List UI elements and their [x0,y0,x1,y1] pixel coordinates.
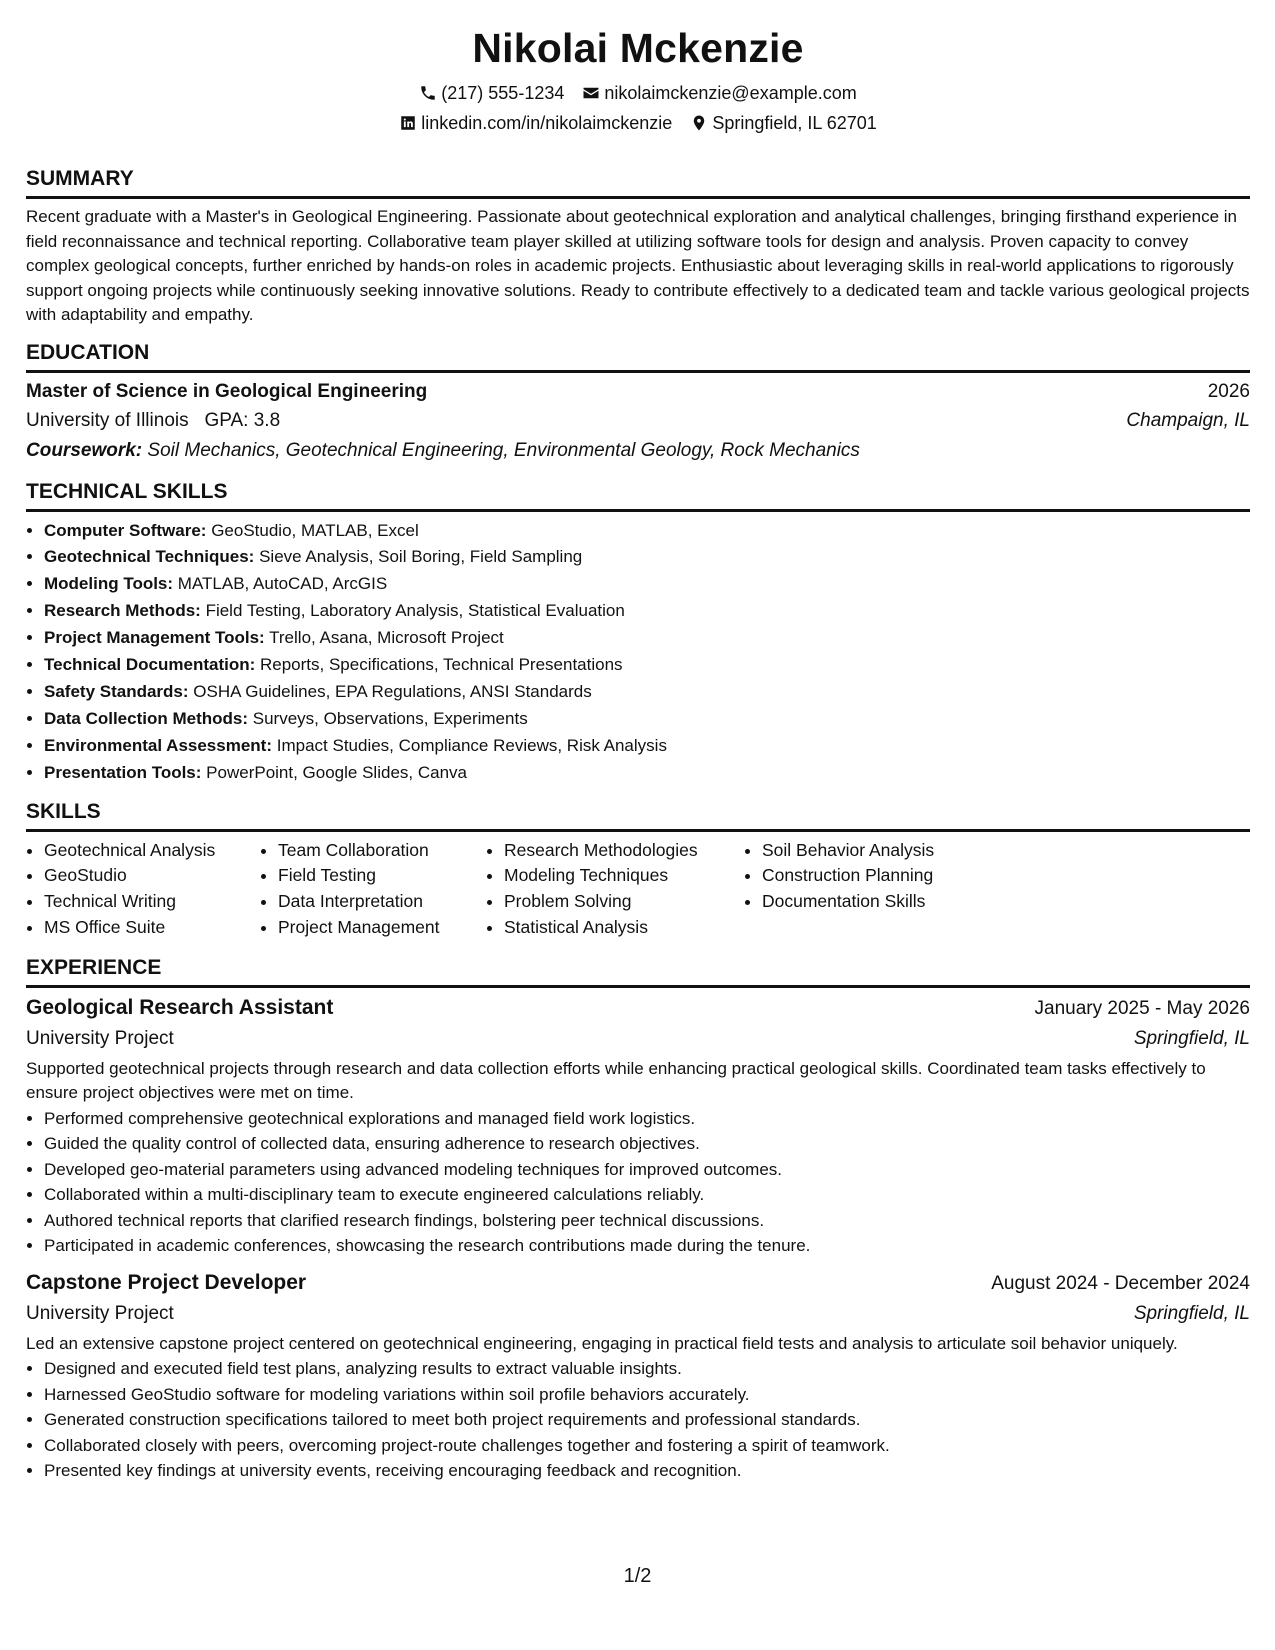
list-item: • Performed comprehensive geotechnical explorations and managed field work logistics. [44,1106,1250,1132]
skills-column-1 [26,838,260,941]
list-item: • Participated in academic conferences, showcasing the research contributions made during the tenure. [44,1233,1250,1259]
skills-column-4 [744,838,1062,941]
list-item [44,733,1250,760]
skill-label: Modeling Tools: [44,574,174,594]
map-pin-icon [690,114,708,132]
list-item [44,571,1250,598]
list-item: • Project Management [278,915,486,941]
list-item: • Generated construction specifications tailored to meet both project requirements and professional standards. [44,1407,1250,1433]
skill-value: OSHA Guidelines, EPA Regulations, ANSI Standards [193,681,592,701]
list-item: • Soil Behavior Analysis [762,838,1062,864]
list-item: • Collaborated within a multi-disciplinary team to execute engineered calculations reliably. [44,1182,1250,1208]
graduation-year: 2026 [1207,380,1250,402]
job-bullets [26,1356,1250,1484]
page-number: 1/2 [623,1565,652,1587]
linkedin-icon [399,114,417,132]
list-item [44,598,1250,625]
contact-row-2 [26,108,1250,138]
candidate-name: Nikolai Mckenzie [472,25,804,71]
skill-value: Field Testing, Laboratory Analysis, Statistical Evaluation [205,601,625,621]
skill-value: PowerPoint, Google Slides, Canva [206,762,467,782]
degree-title: Master of Science in Geological Engineering [26,380,428,402]
list-item: • Presented key findings at university events, receiving encouraging feedback and recognition. [44,1458,1250,1484]
section-title-experience: EXPERIENCE [26,953,1250,988]
skill-value: Trello, Asana, Microsoft Project [269,628,504,648]
experience-section [26,953,1250,1484]
job-bullets [26,1106,1250,1259]
skill-value: GeoStudio, MATLAB, Excel [211,520,419,540]
skills-grid [26,838,1250,941]
job-org: University Project [26,1302,174,1324]
education-section [26,338,1250,467]
job-header-row [26,1267,1250,1300]
job-location: Springfield, IL [1133,1027,1250,1049]
contact-phone [419,78,564,108]
skill-label: Safety Standards: [44,681,189,701]
job-dates: January 2025 - May 2026 [1034,997,1250,1019]
job-description: Supported geotechnical projects through research and data collection efforts while enhancing practical geological skills. Coordinated team tasks effectively to ensure project objectives were met on time. [26,1058,1206,1103]
list-item [44,679,1250,706]
skill-label: Data Collection Methods: [44,708,249,728]
school-name: University of Illinois [26,409,189,431]
skills-section [26,797,1250,941]
list-item [44,518,1250,545]
coursework-list: Soil Mechanics, Geotechnical Engineering, Environmental Geology, Rock Mechanics [147,439,860,461]
contact-location [690,108,876,138]
skill-label: Project Management Tools: [44,628,265,648]
coursework-line [26,435,1250,467]
coursework-label: Coursework: [26,439,143,461]
job-org-row [26,1300,1250,1328]
job-dates: August 2024 - December 2024 [991,1272,1250,1294]
list-item: • Designed and executed field test plans, analyzing results to extract valuable insights. [44,1356,1250,1382]
skill-label: Technical Documentation: [44,655,256,675]
linkedin-link[interactable]: linkedin.com/in/nikolaimckenzie [421,113,673,133]
job-title: Geological Research Assistant [26,995,334,1019]
technical-skills-list [26,518,1250,787]
list-item: • GeoStudio [44,863,260,889]
list-item [44,544,1250,571]
job-org-row [26,1025,1250,1053]
job-header-row [26,992,1250,1025]
list-item: • Construction Planning [762,863,1062,889]
list-item: • Field Testing [278,863,486,889]
list-item [44,652,1250,679]
list-item: • Harnessed GeoStudio software for modeling variations within soil profile behaviors accurately. [44,1382,1250,1408]
list-item: • Team Collaboration [278,838,486,864]
job-entry [26,1267,1250,1484]
phone-text: (217) 555-1234 [441,83,565,103]
skill-label: Research Methods: [44,601,201,621]
location-text: Springfield, IL 62701 [712,113,877,133]
education-header-row [26,377,1250,407]
contact-email[interactable] [582,78,856,108]
skill-label: Environmental Assessment: [44,735,272,755]
list-item [44,706,1250,733]
job-entry [26,992,1250,1259]
skill-value: Reports, Specifications, Technical Presentations [260,655,623,675]
list-item: • Developed geo-material parameters using advanced modeling techniques for improved outcomes. [44,1157,1250,1183]
technical-skills-section [26,477,1250,787]
skill-label: Presentation Tools: [44,762,202,782]
skill-value: MATLAB, AutoCAD, ArcGIS [177,574,388,594]
list-item: • Problem Solving [504,889,744,915]
skill-label: Geotechnical Techniques: [44,547,255,567]
gpa: GPA: 3.8 [204,409,281,431]
list-item [44,625,1250,652]
envelope-icon [582,84,600,102]
list-item: • Guided the quality control of collected data, ensuring adherence to research objectives. [44,1131,1250,1157]
resume-page [26,18,1250,1484]
contact-linkedin[interactable] [399,108,672,138]
summary-text: Recent graduate with a Master's in Geological Engineering. Passionate about geotechnical exploration and analytical challenges, bringing firsthand experience in field reconnaissance and technical reporting. Collaborative team player skilled at utilizing software tools for design and analysis. Proven capacity to convey complex geological concepts, further enriched by hands-on roles in academic projects. Enthusiastic about leveraging skills in real-world applications to rigorously support ongoing projects while continuously seeking innovative solutions. Ready to contribute effectively to a dedicated team and tackle various geological projects with adaptability and empathy. [26,207,1250,324]
list-item: • Geotechnical Analysis [44,838,260,864]
list-item: • Modeling Techniques [504,863,744,889]
list-item: • MS Office Suite [44,915,260,941]
section-title-education: EDUCATION [26,338,1250,373]
skill-value: Impact Studies, Compliance Reviews, Risk Analysis [276,735,667,755]
list-item: • Statistical Analysis [504,915,744,941]
list-item: • Collaborated closely with peers, overcoming project-route challenges together and fostering a spirit of teamwork. [44,1433,1250,1459]
skills-column-3 [486,838,744,941]
list-item [44,760,1250,787]
list-item: • Technical Writing [44,889,260,915]
section-title-summary: SUMMARY [26,164,1250,199]
list-item: • Research Methodologies [504,838,744,864]
job-title: Capstone Project Developer [26,1270,307,1294]
job-location: Springfield, IL [1133,1302,1250,1324]
school-info [26,407,280,435]
job-description: Led an extensive capstone project centered on geotechnical engineering, engaging in practical field tests and analysis to articulate soil behavior uniquely. [26,1333,1178,1353]
section-title-technical-skills: TECHNICAL SKILLS [26,477,1250,512]
summary-section [26,164,1250,328]
job-org: University Project [26,1027,174,1049]
email-link[interactable]: nikolaimckenzie@example.com [604,83,857,103]
school-location: Champaign, IL [1126,409,1250,431]
section-title-skills: SKILLS [26,797,1250,832]
contact-row-1 [26,78,1250,108]
skill-value: Surveys, Observations, Experiments [252,708,528,728]
list-item: • Authored technical reports that clarified research findings, bolstering peer technical discussions. [44,1208,1250,1234]
list-item: • Data Interpretation [278,889,486,915]
education-school-row [26,407,1250,435]
list-item: • Documentation Skills [762,889,1062,915]
skill-value: Sieve Analysis, Soil Boring, Field Sampling [259,547,583,567]
skill-label: Computer Software: [44,520,207,540]
skills-column-2 [260,838,486,941]
phone-icon [419,84,437,102]
